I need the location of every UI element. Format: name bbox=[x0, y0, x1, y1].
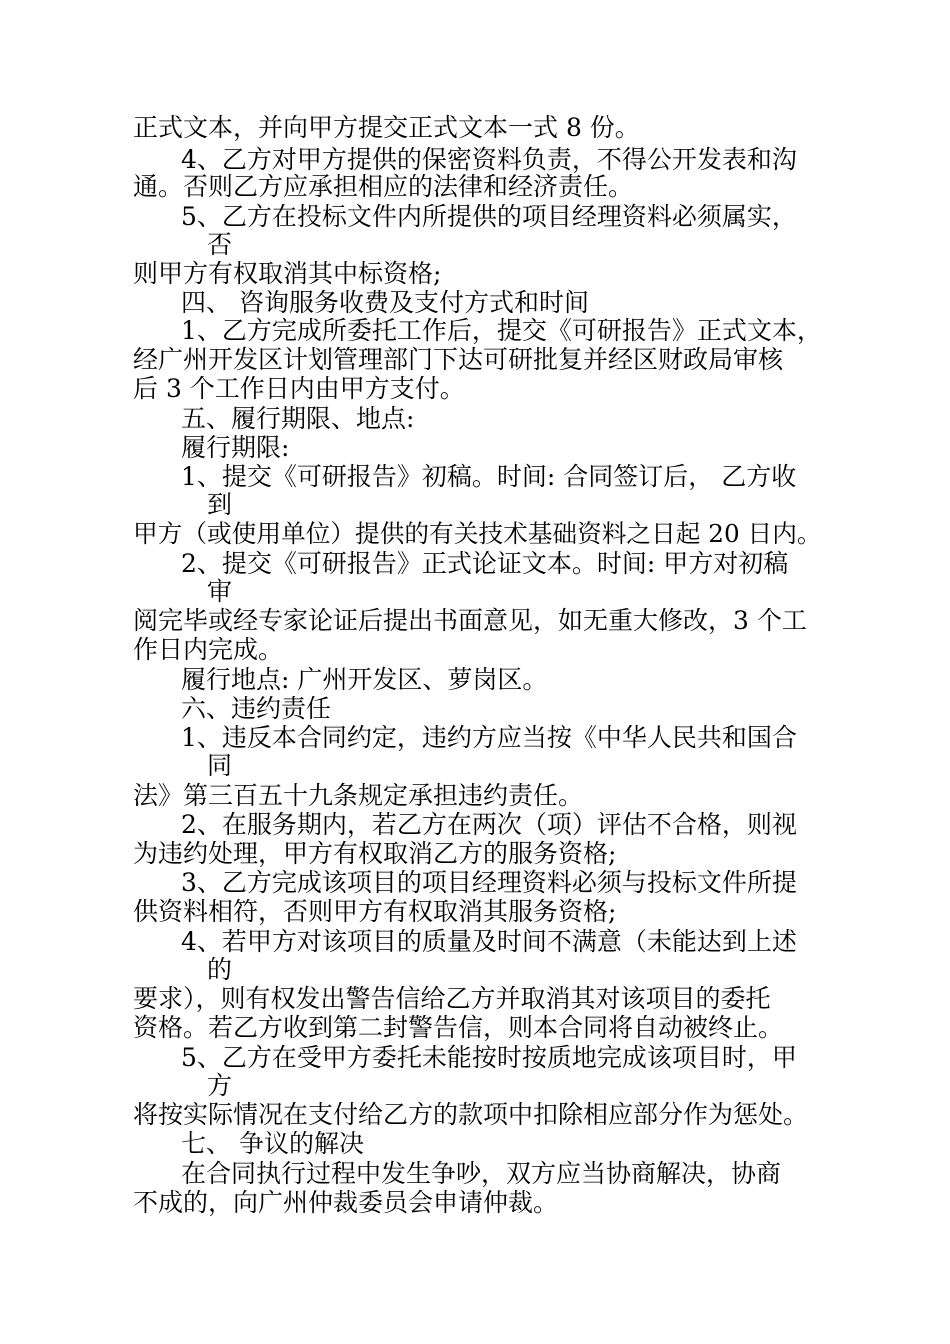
text-line: 4、若甲方对该项目的质量及时间不满意（未能达到上述 bbox=[181, 927, 797, 956]
text-line: 在合同执行过程中发生争吵，双方应当协商解决，协商 bbox=[181, 1159, 782, 1188]
text-line: 法》第三百五十九条规定承担违约责任。 bbox=[133, 781, 584, 810]
text-line: 要求），则有权发出警告信给乙方并取消其对该项目的委托 bbox=[133, 984, 771, 1013]
section-heading: 七、 争议的解决 bbox=[181, 1129, 364, 1158]
text-line: 1、乙方完成所委托工作后，提交《可研报告》正式文本， bbox=[181, 316, 822, 345]
text-line: 供资料相符，否则甲方有权取消其服务资格; bbox=[133, 897, 617, 926]
text-line: 审 bbox=[207, 577, 233, 606]
text-line: 5、乙方在投标文件内所提供的项目经理资料必须属实， bbox=[181, 202, 797, 231]
text-line: 资格。若乙方收到第二封警告信，则本合同将自动被终止。 bbox=[133, 1013, 784, 1042]
text-line: 后 3 个工作日内由甲方支付。 bbox=[133, 374, 465, 403]
text-line: 方 bbox=[207, 1071, 233, 1100]
text-line: 经广州开发区计划管理部门下达可研批复并经区财政局审核 bbox=[133, 345, 784, 374]
section-heading: 六、违约责任 bbox=[181, 694, 332, 723]
section-heading: 四、 咨询服务收费及支付方式和时间 bbox=[181, 288, 589, 317]
text-line: 为违约处理，甲方有权取消乙方的服务资格; bbox=[133, 839, 617, 868]
text-line: 履行期限: bbox=[181, 433, 290, 462]
text-line: 则甲方有权取消其中标资格; bbox=[133, 259, 442, 288]
text-line: 2、在服务期内，若乙方在两次（项）评估不合格，则视 bbox=[181, 810, 797, 839]
text-line: 作日内完成。 bbox=[133, 635, 284, 664]
text-line: 正式文本，并向甲方提交正式文本一式 8 份。 bbox=[133, 113, 640, 142]
text-line: 2、提交《可研报告》正式论证文本。时间: 甲方对初稿 bbox=[181, 549, 789, 578]
text-line: 不成的，向广州仲裁委员会申请仲裁。 bbox=[133, 1188, 559, 1217]
text-line: 将按实际情况在支付给乙方的款项中扣除相应部分作为惩处。 bbox=[133, 1100, 809, 1129]
text-line: 的 bbox=[207, 955, 233, 984]
text-line: 同 bbox=[207, 751, 233, 780]
text-line: 1、违反本合同约定，违约方应当按《中华人民共和国合 bbox=[181, 723, 797, 752]
text-line: 甲方（或使用单位）提供的有关技术基础资料之日起 20 日内。 bbox=[133, 519, 822, 548]
text-line: 3、乙方完成该项目的项目经理资料必须与投标文件所提 bbox=[181, 868, 797, 897]
text-line: 否 bbox=[207, 230, 233, 259]
text-line: 到 bbox=[207, 490, 233, 519]
text-line: 通。否则乙方应承担相应的法律和经济责任。 bbox=[133, 172, 634, 201]
text-line: 阅完毕或经专家论证后提出书面意见，如无重大修改，3 个工 bbox=[133, 606, 807, 635]
text-line: 1、提交《可研报告》初稿。时间: 合同签订后， 乙方收 bbox=[181, 462, 797, 491]
section-heading: 五、履行期限、地点: bbox=[181, 404, 415, 433]
text-line: 5、乙方在受甲方委托未能按时按质地完成该项目时，甲 bbox=[181, 1043, 797, 1072]
text-line: 4、乙方对甲方提供的保密资料负责，不得公开发表和沟 bbox=[181, 145, 797, 174]
text-line: 履行地点: 广州开发区、萝岗区。 bbox=[181, 665, 548, 694]
